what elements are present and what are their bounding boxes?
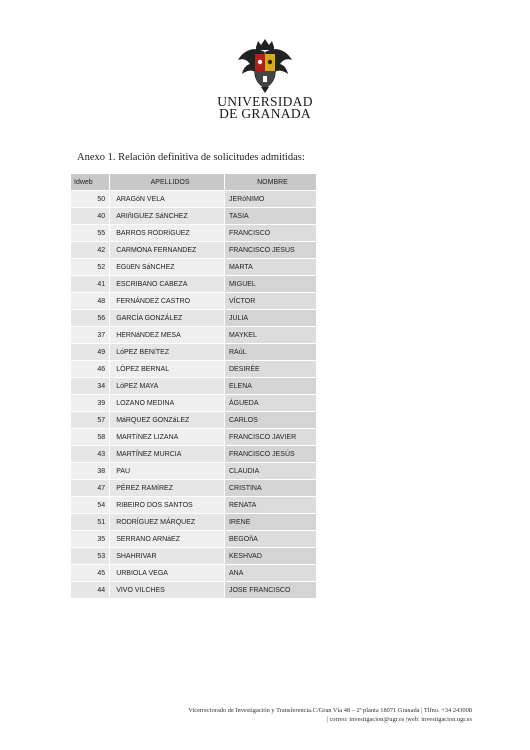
cell-nombre: VÍCTOR — [224, 293, 316, 310]
cell-apellidos: LóPEZ BENíTEZ — [109, 344, 224, 361]
table-header-row — [71, 174, 316, 191]
cell-nombre: TASIA — [224, 208, 316, 225]
cell-idweb: 46 — [71, 361, 109, 378]
cell-idweb: 47 — [71, 480, 109, 497]
cell-apellidos: LóPEZ MAYA — [109, 378, 224, 395]
table-row — [71, 480, 316, 497]
table-row — [71, 548, 316, 565]
cell-apellidos: MáRQUEZ GONZáLEZ — [109, 412, 224, 429]
table-row — [71, 327, 316, 344]
table-row — [71, 429, 316, 446]
cell-idweb: 52 — [71, 259, 109, 276]
table-row — [71, 344, 316, 361]
table-row — [71, 531, 316, 548]
table-row — [71, 276, 316, 293]
column-header-nombre: NOMBRE — [224, 174, 316, 191]
table-row — [71, 208, 316, 225]
table-row — [71, 259, 316, 276]
cell-idweb: 58 — [71, 429, 109, 446]
cell-apellidos: ESCRIBANO CABEZA — [109, 276, 224, 293]
cell-apellidos: URBIOLA VEGA — [109, 565, 224, 582]
cell-apellidos: LOZANO MEDINA — [109, 395, 224, 412]
cell-nombre: FRANCISCO — [224, 225, 316, 242]
cell-nombre: BEGOñA — [224, 531, 316, 548]
cell-nombre: FRANCISCO JESUS — [224, 242, 316, 259]
cell-idweb: 38 — [71, 463, 109, 480]
cell-apellidos: SHAHRIVAR — [109, 548, 224, 565]
cell-nombre: RAúL — [224, 344, 316, 361]
table-row — [71, 293, 316, 310]
cell-nombre: CLAUDIA — [224, 463, 316, 480]
cell-apellidos: SERRANO ARNáEZ — [109, 531, 224, 548]
table-row — [71, 361, 316, 378]
table-row — [71, 310, 316, 327]
university-name-line1: UNIVERSIDAD — [217, 94, 313, 109]
table-row — [71, 463, 316, 480]
applications-table — [71, 174, 316, 599]
cell-idweb: 35 — [71, 531, 109, 548]
cell-idweb: 43 — [71, 446, 109, 463]
cell-idweb: 42 — [71, 242, 109, 259]
cell-idweb: 39 — [71, 395, 109, 412]
table-row — [71, 225, 316, 242]
cell-nombre: ÁGUEDA — [224, 395, 316, 412]
cell-idweb: 56 — [71, 310, 109, 327]
cell-apellidos: EGüEN SáNCHEZ — [109, 259, 224, 276]
table-row — [71, 446, 316, 463]
table-row — [71, 514, 316, 531]
column-header-idweb: Idweb — [71, 174, 109, 191]
table-row — [71, 582, 316, 599]
cell-nombre: MARTA — [224, 259, 316, 276]
column-header-apellidos: APELLIDOS — [109, 174, 224, 191]
cell-apellidos: BARROS RODRíGUEZ — [109, 225, 224, 242]
cell-idweb: 55 — [71, 225, 109, 242]
table-row — [71, 565, 316, 582]
table-row — [71, 497, 316, 514]
cell-apellidos: FERNÁNDEZ CASTRO — [109, 293, 224, 310]
cell-idweb: 41 — [71, 276, 109, 293]
cell-nombre: ANA — [224, 565, 316, 582]
cell-apellidos: GARCÍA GONZÁLEZ — [109, 310, 224, 327]
university-logo-text — [210, 96, 320, 120]
cell-nombre: KESHVAD — [224, 548, 316, 565]
cell-idweb: 40 — [71, 208, 109, 225]
table-row — [71, 378, 316, 395]
cell-apellidos: ARAGóN VELA — [109, 191, 224, 208]
cell-apellidos: LÓPEZ BERNAL — [109, 361, 224, 378]
cell-nombre: FRANCISCO JESÚS — [224, 446, 316, 463]
footer-line-address: Vicerrectorado de Investigación y Transferencia.C/Gran Vía 48 – 2ª planta 18071 Granada | Tlfno. +34 243008 — [188, 707, 472, 714]
cell-nombre: JOSE FRANCISCO — [224, 582, 316, 599]
cell-apellidos: VIVO VILCHES — [109, 582, 224, 599]
cell-idweb: 53 — [71, 548, 109, 565]
cell-idweb: 57 — [71, 412, 109, 429]
footer-line-contact: | correo: investigacion@ugr.es |web: investigacion.ugr.es — [326, 716, 472, 723]
cell-apellidos: RODRÍGUEZ MÁRQUEZ — [109, 514, 224, 531]
cell-nombre: IRENE — [224, 514, 316, 531]
cell-nombre: MAYKEL — [224, 327, 316, 344]
cell-apellidos: HERNáNDEZ MESA — [109, 327, 224, 344]
cell-nombre: ELENA — [224, 378, 316, 395]
cell-nombre: DESIRÉE — [224, 361, 316, 378]
cell-idweb: 51 — [71, 514, 109, 531]
cell-idweb: 44 — [71, 582, 109, 599]
cell-idweb: 45 — [71, 565, 109, 582]
cell-nombre: JERóNIMO — [224, 191, 316, 208]
cell-idweb: 34 — [71, 378, 109, 395]
cell-apellidos: PÉREZ RAMíREZ — [109, 480, 224, 497]
university-crest-icon — [234, 38, 296, 94]
cell-nombre: FRANCISCO JAVIER — [224, 429, 316, 446]
cell-nombre: MIGUEL — [224, 276, 316, 293]
cell-idweb: 48 — [71, 293, 109, 310]
cell-apellidos: CARMONA FERNANDEZ — [109, 242, 224, 259]
cell-idweb: 50 — [71, 191, 109, 208]
cell-apellidos: PAU — [109, 463, 224, 480]
footer-contact — [150, 706, 472, 724]
cell-apellidos: ARIñIGUEZ SáNCHEZ — [109, 208, 224, 225]
cell-nombre: JULIA — [224, 310, 316, 327]
annex-title: Anexo 1. Relación definitiva de solicitudes admitidas: — [77, 152, 305, 163]
cell-idweb: 37 — [71, 327, 109, 344]
cell-idweb: 54 — [71, 497, 109, 514]
university-name-line2: DE GRANADA — [219, 106, 311, 121]
cell-apellidos: RIBEIRO DOS SANTOS — [109, 497, 224, 514]
cell-idweb: 49 — [71, 344, 109, 361]
table-row — [71, 395, 316, 412]
cell-nombre: CARLOS — [224, 412, 316, 429]
cell-nombre: RENATA — [224, 497, 316, 514]
cell-nombre: CRISTINA — [224, 480, 316, 497]
table-row — [71, 242, 316, 259]
cell-apellidos: MARTíNEZ LIZANA — [109, 429, 224, 446]
cell-apellidos: MARTÍNEZ MURCIA — [109, 446, 224, 463]
table-row — [71, 191, 316, 208]
table-row — [71, 412, 316, 429]
